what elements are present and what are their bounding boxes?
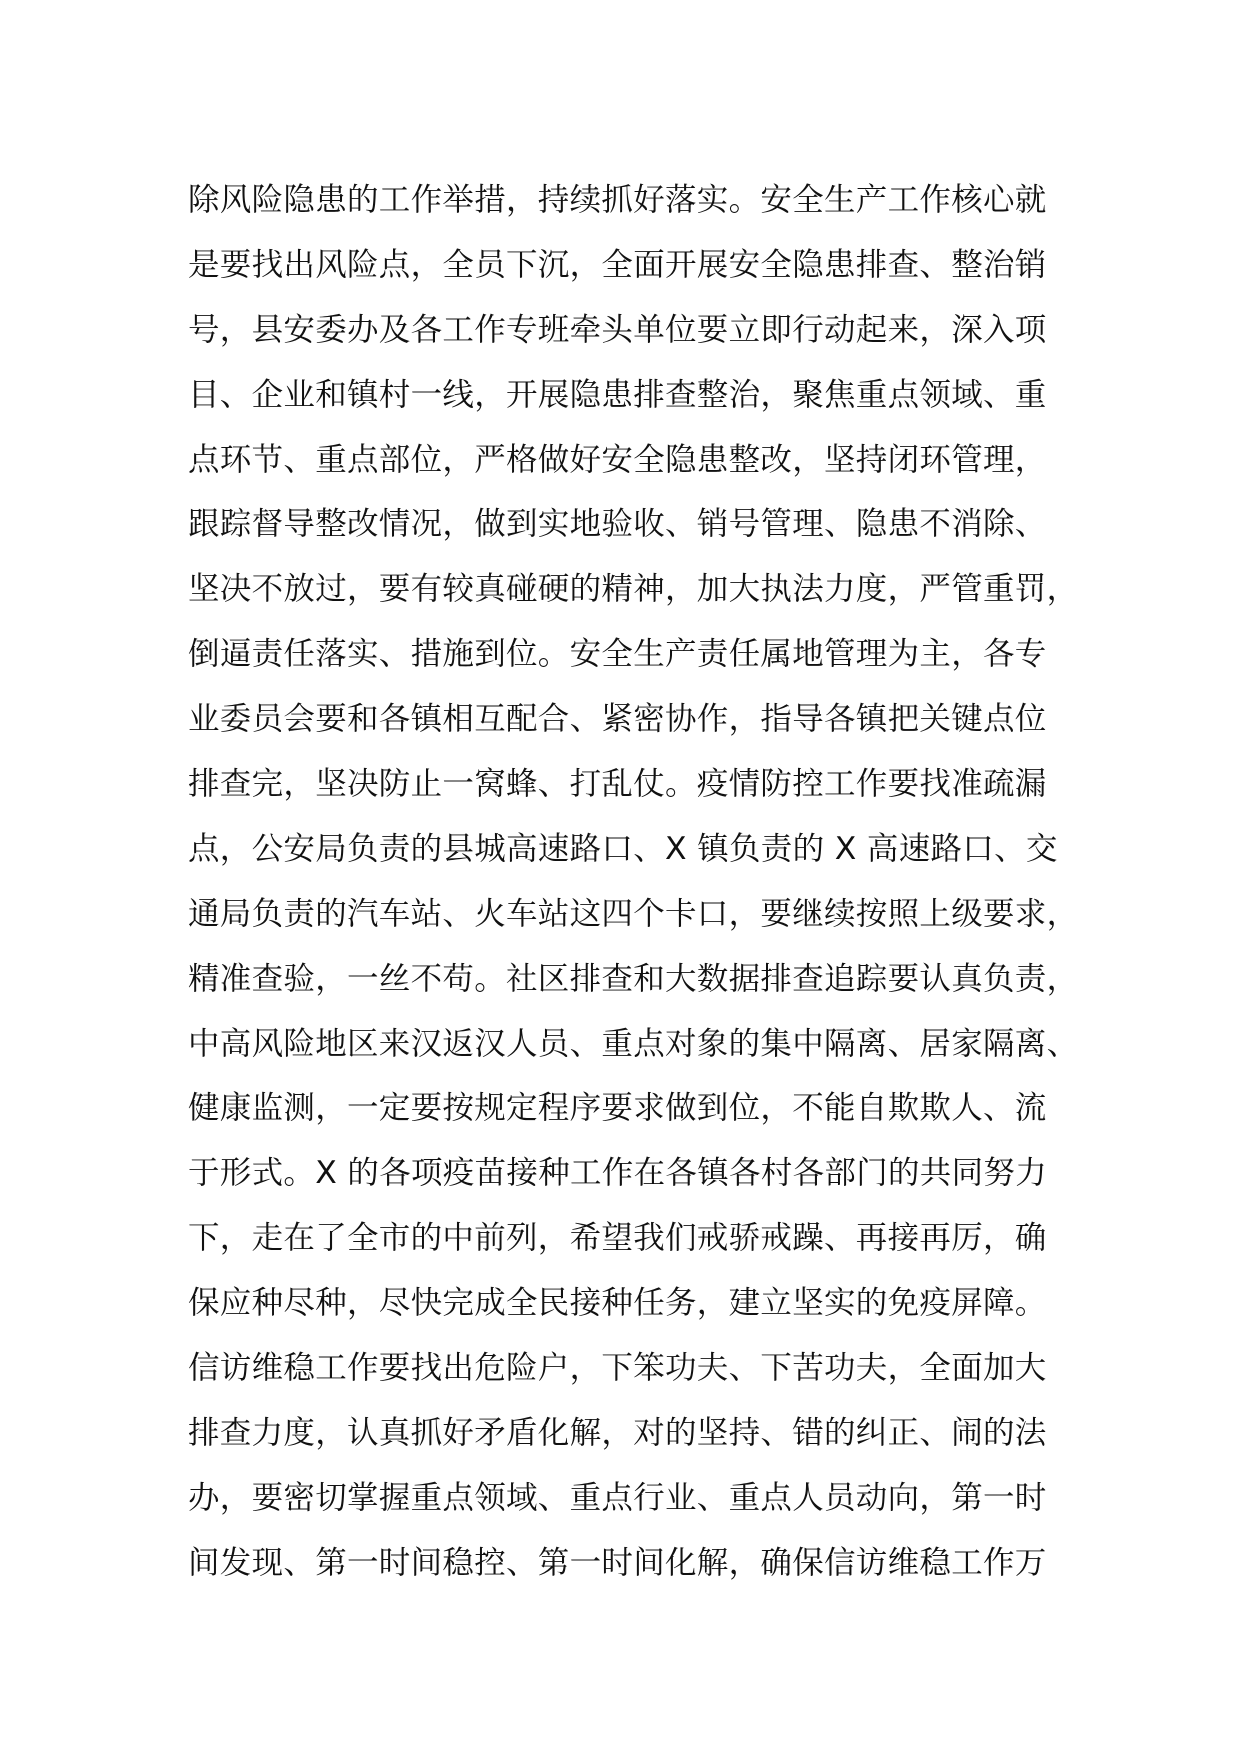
text-line: 业委员会要和各镇相互配合、紧密协作，指导各镇把关键点位 (188, 701, 1047, 738)
text-line: 是要找出风险点，全员下沉，全面开展安全隐患排查、整治销 (188, 246, 1047, 283)
text-line: 排查完，坚决防止一窝蜂、打乱仗。疫情防控工作要找准疏漏 (188, 766, 1047, 803)
text-line: 点，公安局负责的县城高速路口、X 镇负责的 X 高速路口、交 (188, 830, 1058, 867)
text-line: 下，走在了全市的中前列，希望我们戒骄戒躁、再接再厉，确 (188, 1220, 1047, 1257)
text-line: 保应种尽种，尽快完成全民接种任务，建立坚实的免疫屏障。 (188, 1285, 1047, 1322)
text-line: 中高风险地区来汉返汉人员、重点对象的集中隔离、居家隔离、 (188, 1025, 1079, 1062)
text-line: 点环节、重点部位，严格做好安全隐患整改，坚持闭环管理， (188, 441, 1047, 478)
text-line: 排查力度，认真抓好矛盾化解，对的坚持、错的纠正、闹的法 (188, 1414, 1047, 1451)
text-line: 通局负责的汽车站、火车站这四个卡口，要继续按照上级要求， (188, 895, 1079, 932)
text-line: 跟踪督导整改情况，做到实地验收、销号管理、隐患不消除、 (188, 506, 1047, 543)
text-line: 坚决不放过，要有较真碰硬的精神，加大执法力度，严管重罚， (188, 571, 1079, 608)
text-line: 于形式。X 的各项疫苗接种工作在各镇各村各部门的共同努力 (188, 1155, 1047, 1192)
text-line: 精准查验，一丝不苟。社区排查和大数据排查追踪要认真负责， (188, 960, 1079, 997)
body-paragraph (188, 168, 1088, 1596)
text-line: 除风险隐患的工作举措，持续抓好落实。安全生产工作核心就 (188, 182, 1047, 218)
text-line: 健康监测，一定要按规定程序要求做到位，不能自欺欺人、流 (188, 1090, 1047, 1127)
text-line: 信访维稳工作要找出危险户，下笨功夫、下苦功夫，全面加大 (188, 1350, 1047, 1387)
text-line: 倒逼责任落实、措施到位。安全生产责任属地管理为主，各专 (188, 636, 1047, 673)
text-line: 号，县安委办及各工作专班牵头单位要立即行动起来，深入项 (188, 311, 1047, 348)
text-line: 办，要密切掌握重点领域、重点行业、重点人员动向，第一时 (188, 1479, 1047, 1516)
text-line: 间发现、第一时间稳控、第一时间化解，确保信访维稳工作万 (188, 1544, 1047, 1581)
text-line: 目、企业和镇村一线，开展隐患排查整治，聚焦重点领域、重 (188, 376, 1047, 413)
